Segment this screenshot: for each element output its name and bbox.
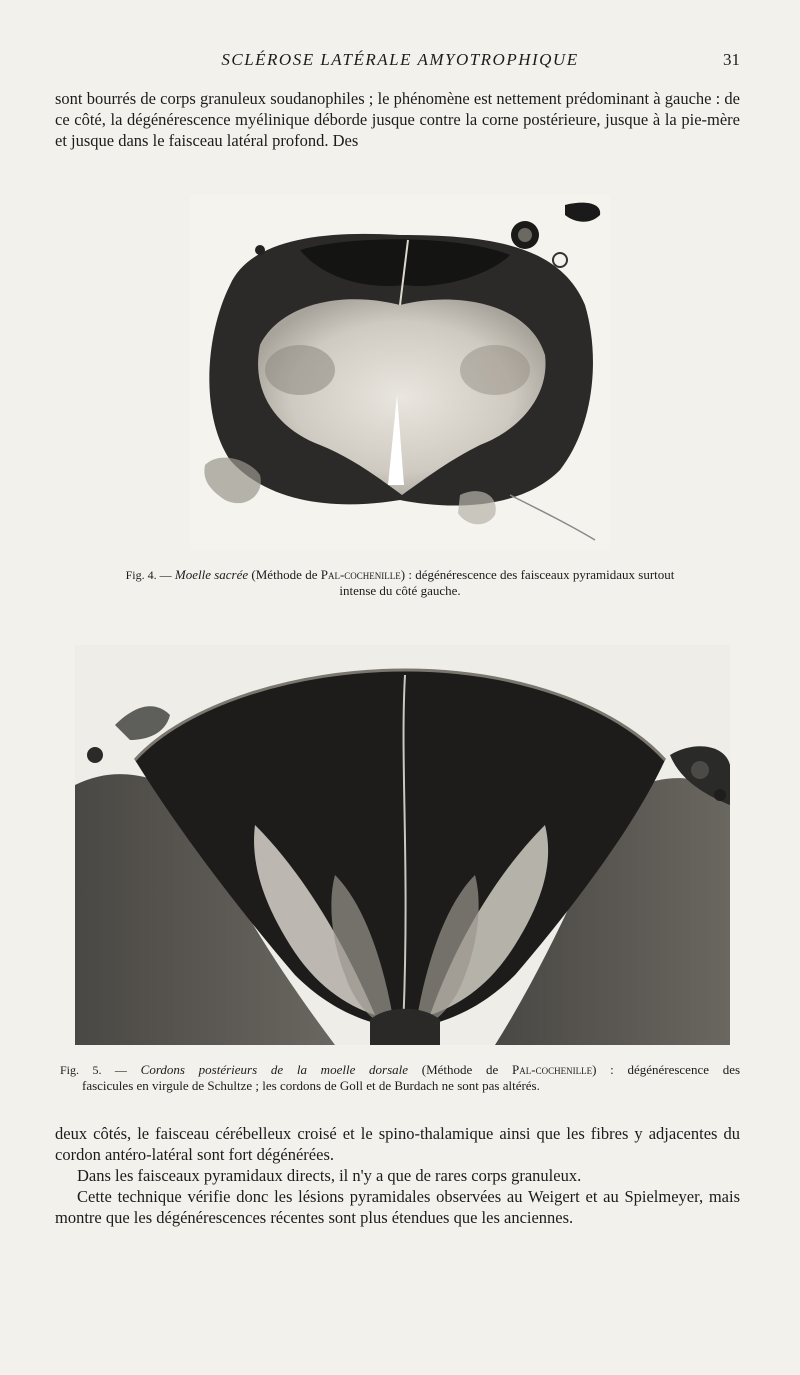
caption-line-1 (60, 1062, 740, 1078)
paragraph-text: deux côtés, le faisceau cérébelleux croisé et le spino-thalamique ainsi que les fibres y adjacentes du cordon antéro-latéral sont fort dégénérées. (55, 1124, 740, 1164)
caption-title: Cordons postérieurs de la moelle dorsale (140, 1062, 409, 1077)
running-title: SCLÉROSE LATÉRALE AMYOTROPHIQUE (221, 50, 579, 69)
figure-label: Fig. 4. — (125, 568, 172, 582)
caption-line-1 (60, 567, 740, 583)
paragraph-text: sont bourrés de corps granuleux soudanophiles ; le phénomène est nettement prédominant à gauche : de ce côté, la dégénérescence myélinique déborde jusque contre la corne postérieure, jusque à la pie-mère et jusque dans le faisceau latéral profond. Des (55, 89, 740, 150)
sacral-cord-section-photo (190, 195, 610, 550)
paragraph-text: Cette technique vérifie donc les lésions pyramidales observées au Weigert et au Spielmeyer, mais montre que les dégénérescences récentes sont plus étendues que les anciennes. (55, 1187, 740, 1227)
bottom-paragraphs (55, 1123, 740, 1228)
caption-line-2: fascicules en virgule de Schultze ; les cordons de Goll et de Burdach ne sont pas altérés. (82, 1078, 540, 1093)
caption-method-close: ) : dégénérescence des faisceaux pyramidaux surtout (400, 567, 675, 582)
caption-method-name: Pal-cochenille (512, 1062, 593, 1077)
figure-label: Fig. 5. — (60, 1063, 127, 1077)
caption-method-close: ) : dégénérescence des (592, 1062, 741, 1077)
caption-method-name: Pal-cochenille (320, 567, 401, 582)
posterior-columns-section-photo (75, 645, 730, 1045)
caption-method-open: (Méthode de (251, 567, 318, 582)
caption-method-open: (Méthode de (421, 1062, 499, 1077)
running-head (55, 50, 745, 74)
top-paragraph (55, 88, 740, 151)
figure-5-caption (60, 1062, 740, 1094)
figure-5-image (75, 645, 730, 1045)
caption-title: Moelle sacrée (174, 567, 249, 582)
figure-4-caption (60, 567, 740, 599)
caption-line-2: intense du côté gauche. (339, 583, 461, 598)
page-number: 31 (723, 50, 740, 69)
figure-4-image (190, 195, 610, 550)
paragraph-text: Dans les faisceaux pyramidaux directs, il n'y a que de rares corps granuleux. (77, 1166, 582, 1185)
